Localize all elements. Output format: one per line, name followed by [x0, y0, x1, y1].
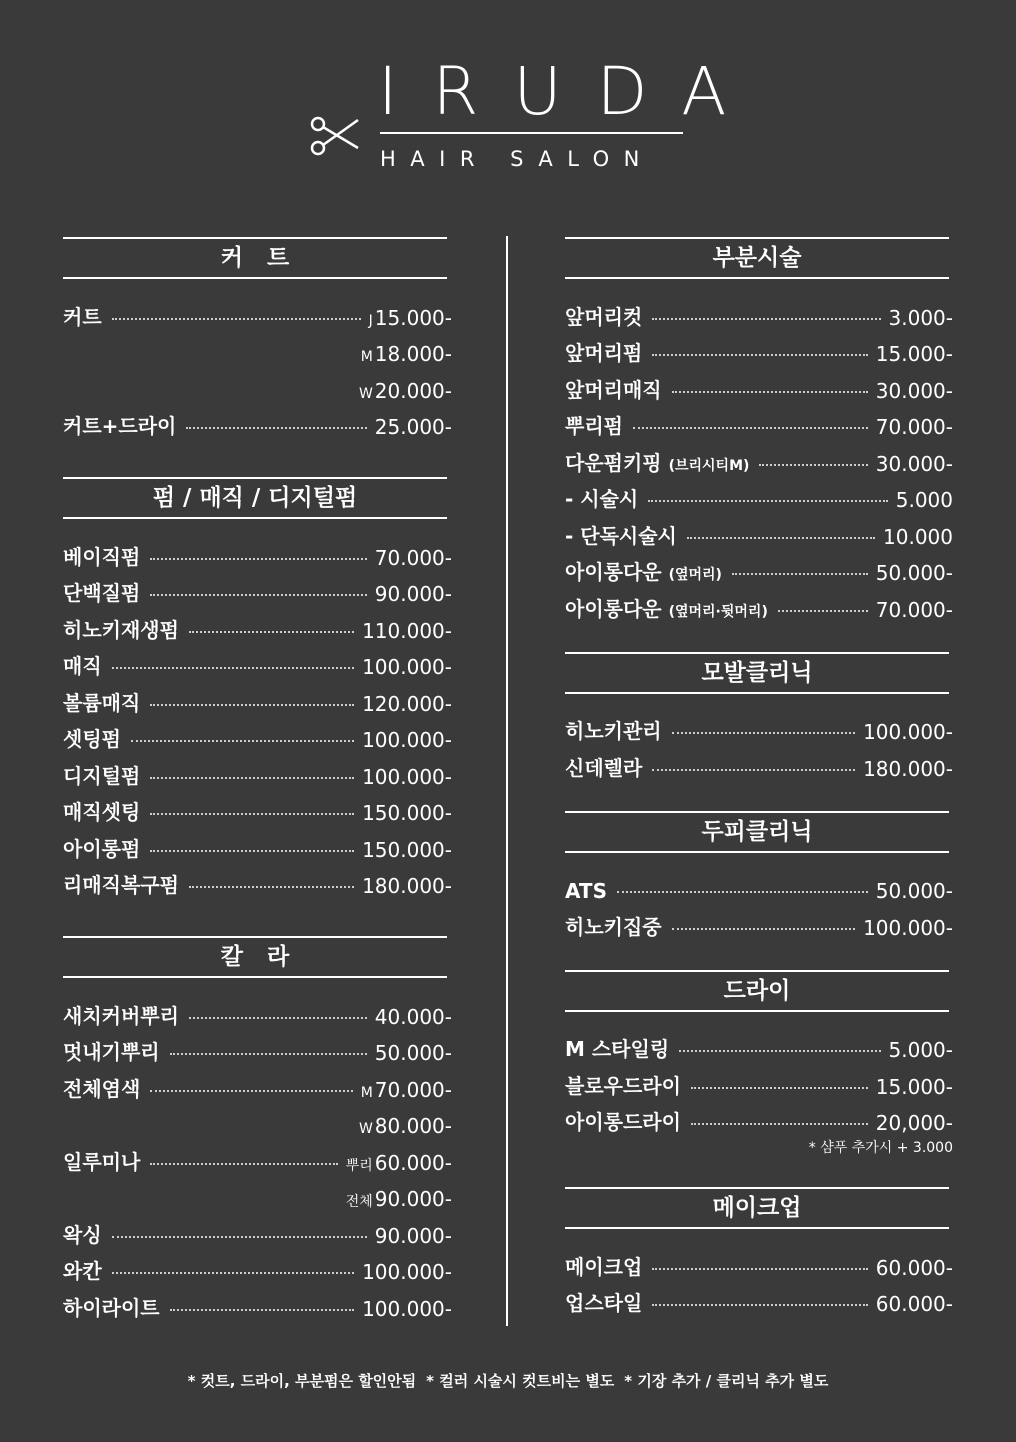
- price-value: 150.000-: [362, 801, 452, 825]
- section-title: 두피클리닉: [565, 811, 949, 853]
- price-row: [63, 862, 452, 899]
- item-name: [63, 410, 176, 439]
- price-row: [63, 1102, 452, 1139]
- item-price: [362, 655, 452, 679]
- item-name-text: 아이롱다운: [565, 596, 662, 621]
- item-price: [375, 546, 452, 570]
- item-name: [565, 911, 662, 940]
- section-title: 부분시술: [565, 237, 949, 279]
- price-row: [63, 366, 452, 403]
- price-value: 120.000-: [362, 691, 452, 716]
- price-value: 60.000-: [875, 1292, 953, 1316]
- price-prefix: 전체: [345, 1194, 373, 1210]
- item-price: [369, 306, 452, 330]
- price-value: 50.000-: [374, 1041, 452, 1065]
- price-row: [63, 570, 452, 607]
- price-value: 180.000-: [863, 756, 953, 781]
- leader-dots: [778, 609, 868, 612]
- price-row: [63, 716, 452, 753]
- item-price: [876, 415, 953, 439]
- price-row: [63, 293, 452, 330]
- price-value: 3.000-: [888, 305, 953, 330]
- item-name-text: 볼륨매직: [63, 690, 141, 715]
- leader-dots: [633, 426, 868, 429]
- footer-notes: [0, 1370, 1016, 1391]
- section-gap: [63, 898, 452, 936]
- leader-dots: [679, 1049, 880, 1052]
- item-name: [63, 577, 140, 606]
- price-row: [565, 744, 953, 781]
- leader-dots: [652, 317, 880, 320]
- column-divider: [506, 236, 508, 1326]
- price-row: [565, 1243, 953, 1280]
- price-row: [565, 403, 953, 440]
- item-name: [565, 447, 749, 476]
- item-name: [565, 1070, 681, 1099]
- leader-dots: [150, 703, 354, 706]
- item-price: [375, 1005, 452, 1029]
- price-row: [565, 330, 953, 367]
- leader-dots: [112, 317, 361, 320]
- item-price: [346, 1187, 452, 1211]
- footer-note: * 기장 추가 / 클리닉 추가 별도: [624, 1372, 829, 1390]
- price-row: [63, 606, 452, 643]
- price-row: [63, 679, 452, 716]
- footer-note: * 컷트, 드라이, 부분펌은 할인안됨: [187, 1372, 417, 1390]
- price-value: 60.000-: [875, 1255, 953, 1280]
- item-name: [565, 879, 607, 903]
- price-row: [565, 512, 953, 549]
- item-name: [565, 1106, 681, 1135]
- scissors-icon: [308, 112, 360, 158]
- price-value: 70.000-: [875, 415, 953, 439]
- item-name-text: 뿌리펌: [565, 414, 623, 438]
- right-column: [565, 237, 953, 1316]
- item-name: [63, 541, 140, 570]
- price-value: 100.000-: [362, 1260, 452, 1284]
- item-name-text: 커트+드라이: [63, 414, 177, 438]
- section-note: * 샴푸 추가시 + 3.000: [808, 1140, 953, 1156]
- item-name-text: 일루미나: [63, 1149, 141, 1174]
- item-price: [361, 1078, 452, 1102]
- item-name-text: 아이롱다운: [565, 560, 662, 584]
- leader-dots: [170, 1052, 367, 1055]
- leader-dots: [652, 1267, 868, 1270]
- price-row: [565, 476, 953, 513]
- item-name-detail: (브리시티M): [668, 457, 750, 474]
- section-gap: [565, 940, 953, 970]
- price-value: 5.000: [895, 488, 953, 512]
- item-price: [876, 879, 953, 903]
- leader-dots: [131, 739, 354, 742]
- item-name: [63, 1255, 102, 1284]
- price-prefix: J: [368, 312, 373, 329]
- item-name: [565, 520, 677, 549]
- item-name: [63, 1000, 179, 1029]
- price-value: 30.000-: [875, 451, 953, 476]
- price-row: [63, 1138, 452, 1175]
- price-value: 110.000-: [362, 618, 452, 643]
- price-value: 100.000-: [362, 764, 452, 789]
- item-name-text: 셋팅펌: [63, 727, 121, 751]
- price-row: [565, 439, 953, 476]
- price-value: 100.000-: [863, 915, 953, 940]
- item-name: [63, 650, 102, 679]
- leader-dots: [170, 1308, 354, 1311]
- price-value: 90.000-: [374, 1223, 452, 1248]
- price-value: 100.000-: [362, 728, 452, 752]
- item-name: [63, 796, 140, 825]
- leader-dots: [150, 776, 354, 779]
- leader-dots: [648, 499, 888, 502]
- item-price: [362, 619, 452, 643]
- item-name: [63, 723, 121, 752]
- item-name: [565, 1251, 642, 1280]
- price-value: 5.000-: [888, 1038, 953, 1062]
- item-name-text: - 단독시술시: [565, 523, 677, 548]
- price-list: [565, 867, 953, 940]
- price-value: 15.000-: [374, 305, 452, 330]
- item-price: [896, 488, 953, 512]
- price-value: 100.000-: [362, 655, 452, 679]
- item-price: [375, 582, 452, 606]
- item-price: [375, 415, 452, 439]
- price-row: [565, 1062, 953, 1099]
- item-name-text: 아이롱드라이: [565, 1110, 681, 1134]
- item-name: [565, 715, 662, 744]
- item-price: [876, 1292, 953, 1316]
- price-value: 50.000-: [875, 879, 953, 903]
- price-row: [63, 1029, 452, 1066]
- section-title: 커트: [63, 237, 447, 279]
- price-row: [63, 752, 452, 789]
- item-price: [876, 452, 953, 476]
- item-name-text: 다운펌키핑: [565, 450, 662, 475]
- item-price: [876, 1111, 953, 1135]
- item-price: [876, 1075, 953, 1099]
- price-list: [565, 1243, 953, 1316]
- item-price: [375, 1041, 452, 1065]
- price-prefix: 뿌리: [345, 1157, 373, 1174]
- item-name-text: - 시술시: [565, 487, 639, 511]
- leader-dots: [186, 426, 366, 429]
- item-name-text: 왁싱: [63, 1222, 102, 1247]
- price-row: [565, 1280, 953, 1317]
- leader-dots: [150, 849, 354, 852]
- item-name: [63, 1292, 160, 1321]
- item-name-text: 히노키집중: [565, 914, 662, 939]
- item-name: [63, 687, 140, 716]
- item-name-text: 매직: [63, 654, 102, 678]
- section-gap: [565, 781, 953, 811]
- item-name: [565, 1033, 669, 1062]
- leader-dots: [652, 1303, 868, 1306]
- item-price: [362, 838, 452, 862]
- item-name: [565, 374, 662, 403]
- item-price: [883, 525, 953, 549]
- item-name-text: 앞머리컷: [565, 304, 643, 329]
- leader-dots: [150, 1089, 352, 1092]
- price-row: [565, 585, 953, 622]
- price-value: 100.000-: [863, 720, 953, 744]
- item-name: [565, 337, 642, 366]
- item-price: [375, 1224, 452, 1248]
- left-column: [63, 237, 452, 1321]
- price-row: [565, 867, 953, 904]
- price-value: 70.000-: [374, 1077, 452, 1102]
- item-price: [889, 306, 953, 330]
- item-name: [565, 556, 722, 585]
- price-row: [63, 1248, 452, 1285]
- leader-dots: [691, 1122, 868, 1125]
- item-name-text: 히노키재생펌: [63, 617, 179, 642]
- brand-subtitle: HAIR SALON: [380, 147, 654, 171]
- section-title: 메이크업: [565, 1187, 949, 1229]
- item-name-text: 앞머리펌: [565, 341, 643, 365]
- item-name-text: 단백질펌: [63, 581, 141, 605]
- price-value: 15.000-: [875, 342, 953, 366]
- section-gap: [63, 439, 452, 477]
- price-row: [63, 825, 452, 862]
- item-name: [63, 760, 140, 789]
- leader-dots: [150, 593, 367, 596]
- leader-dots: [112, 666, 354, 669]
- item-name-text: 앞머리매직: [565, 377, 662, 402]
- item-price: [863, 720, 953, 744]
- item-name: [63, 1219, 102, 1248]
- item-name-text: 베이직펌: [63, 544, 141, 569]
- section-title: 펌 / 매직 / 디지털펌: [63, 477, 447, 519]
- item-name: [63, 1073, 140, 1102]
- leader-dots: [112, 1271, 354, 1274]
- item-price: [362, 1297, 452, 1321]
- price-row: [63, 1175, 452, 1212]
- item-name: [565, 301, 642, 330]
- price-list: [63, 293, 452, 439]
- item-name-text: ATS: [565, 879, 607, 903]
- price-value: 15.000-: [875, 1074, 953, 1099]
- price-value: 50.000-: [875, 561, 953, 585]
- leader-dots: [672, 927, 855, 930]
- item-name-text: 하이라이트: [63, 1295, 160, 1320]
- item-price: [863, 916, 953, 940]
- item-name-text: 아이롱펌: [63, 836, 141, 861]
- price-value: 20,000-: [875, 1111, 953, 1135]
- item-name: [63, 301, 102, 330]
- leader-dots: [150, 1162, 337, 1165]
- item-price: [876, 379, 953, 403]
- leader-dots: [687, 536, 875, 539]
- header: [0, 0, 1016, 200]
- price-row: [63, 643, 452, 680]
- leader-dots: [150, 812, 354, 815]
- leader-dots: [759, 463, 867, 466]
- leader-dots: [189, 885, 354, 888]
- price-list: [565, 293, 953, 622]
- item-name-text: 커트: [63, 304, 102, 329]
- price-list: [565, 1026, 953, 1136]
- item-name-detail: (옆머리): [668, 567, 722, 583]
- item-name-text: 와칸: [63, 1259, 102, 1283]
- leader-dots: [189, 1016, 367, 1019]
- price-value: 18.000-: [374, 342, 452, 366]
- price-value: 100.000-: [362, 1296, 452, 1321]
- item-name: [565, 752, 642, 781]
- leader-dots: [652, 768, 855, 771]
- item-price: [876, 561, 953, 585]
- item-name: [63, 869, 179, 898]
- item-name: [565, 1287, 642, 1316]
- item-name-text: 히노키관리: [565, 719, 662, 743]
- leader-dots: [691, 1086, 868, 1089]
- footer-note: * 컬러 시술시 컷트비는 별도: [426, 1372, 615, 1390]
- price-prefix: W: [358, 1121, 373, 1137]
- price-prefix: W: [358, 385, 373, 402]
- item-price: [362, 765, 452, 789]
- item-name-text: 전체염색: [63, 1076, 141, 1101]
- item-name-text: 메이크업: [565, 1254, 643, 1279]
- price-value: 25.000-: [374, 415, 452, 439]
- section-title: 드라이: [565, 970, 949, 1012]
- item-price: [876, 342, 953, 366]
- item-price: [362, 692, 452, 716]
- item-price: [362, 728, 452, 752]
- section-gap: [565, 1157, 953, 1187]
- brand-divider: [380, 132, 683, 134]
- section-title: 모발클리닉: [565, 652, 949, 694]
- price-row: [63, 1211, 452, 1248]
- price-value: 90.000-: [374, 582, 452, 606]
- price-value: 180.000-: [362, 874, 452, 898]
- section-gap: [565, 622, 953, 652]
- price-row: [565, 549, 953, 586]
- leader-dots: [672, 390, 868, 393]
- item-price: [346, 1151, 452, 1175]
- item-name-text: 새치커버뿌리: [63, 1003, 179, 1028]
- leader-dots: [672, 731, 855, 734]
- price-value: 10.000: [883, 524, 953, 549]
- price-value: 70.000-: [875, 597, 953, 622]
- item-name-text: M 스타일링: [565, 1037, 670, 1061]
- item-name: [565, 483, 638, 512]
- price-row: [63, 1284, 452, 1321]
- item-price: [876, 598, 953, 622]
- item-name-text: 업스타일: [565, 1291, 643, 1315]
- price-list: [63, 533, 452, 898]
- item-price: [359, 1114, 452, 1138]
- item-price: [361, 342, 452, 366]
- price-row: [63, 992, 452, 1029]
- price-row: [565, 366, 953, 403]
- leader-dots: [652, 353, 868, 356]
- item-price: [889, 1038, 953, 1062]
- item-price: [359, 379, 452, 403]
- price-value: 80.000-: [374, 1114, 452, 1138]
- item-name-text: 블로우드라이: [565, 1073, 681, 1098]
- price-value: 90.000-: [374, 1187, 452, 1211]
- price-prefix: M: [360, 349, 373, 365]
- price-value: 60.000-: [374, 1150, 452, 1175]
- item-name: [63, 833, 140, 862]
- item-name-text: 신데렐라: [565, 755, 643, 780]
- price-value: 70.000-: [374, 545, 452, 570]
- item-name: [63, 614, 179, 643]
- leader-dots: [732, 572, 868, 575]
- item-price: [362, 801, 452, 825]
- item-name: [63, 1146, 140, 1175]
- price-list: [565, 708, 953, 781]
- item-name-text: 디지털펌: [63, 763, 141, 788]
- price-row: [63, 403, 452, 440]
- item-price: [876, 1256, 953, 1280]
- price-row: [565, 1099, 953, 1136]
- section-title: 칼라: [63, 936, 447, 978]
- price-row: [565, 708, 953, 745]
- price-prefix: M: [360, 1084, 373, 1101]
- item-name-text: 매직셋팅: [63, 800, 141, 824]
- item-name: [63, 1036, 160, 1065]
- item-price: [362, 874, 452, 898]
- item-name-text: 리매직복구펌: [63, 873, 179, 897]
- brand-name: IRUDA: [378, 53, 762, 130]
- price-value: 40.000-: [374, 1004, 452, 1029]
- item-name: [565, 410, 623, 439]
- price-row: [565, 903, 953, 940]
- leader-dots: [112, 1235, 367, 1238]
- item-price: [863, 757, 953, 781]
- price-value: 30.000-: [875, 378, 953, 403]
- price-row: [63, 1065, 452, 1102]
- item-name-text: 멋내기뿌리: [63, 1040, 160, 1064]
- leader-dots: [189, 630, 354, 633]
- price-row: [63, 330, 452, 367]
- leader-dots: [150, 557, 367, 560]
- item-price: [362, 1260, 452, 1284]
- price-list: [63, 992, 452, 1321]
- price-row: [565, 293, 953, 330]
- price-row: [63, 533, 452, 570]
- price-row: [565, 1026, 953, 1063]
- price-value: 20.000-: [374, 378, 452, 403]
- leader-dots: [617, 890, 868, 893]
- price-row: [63, 789, 452, 826]
- item-name-detail: (옆머리·뒷머리): [668, 603, 768, 620]
- price-value: 150.000-: [362, 837, 452, 862]
- item-name: [565, 593, 768, 622]
